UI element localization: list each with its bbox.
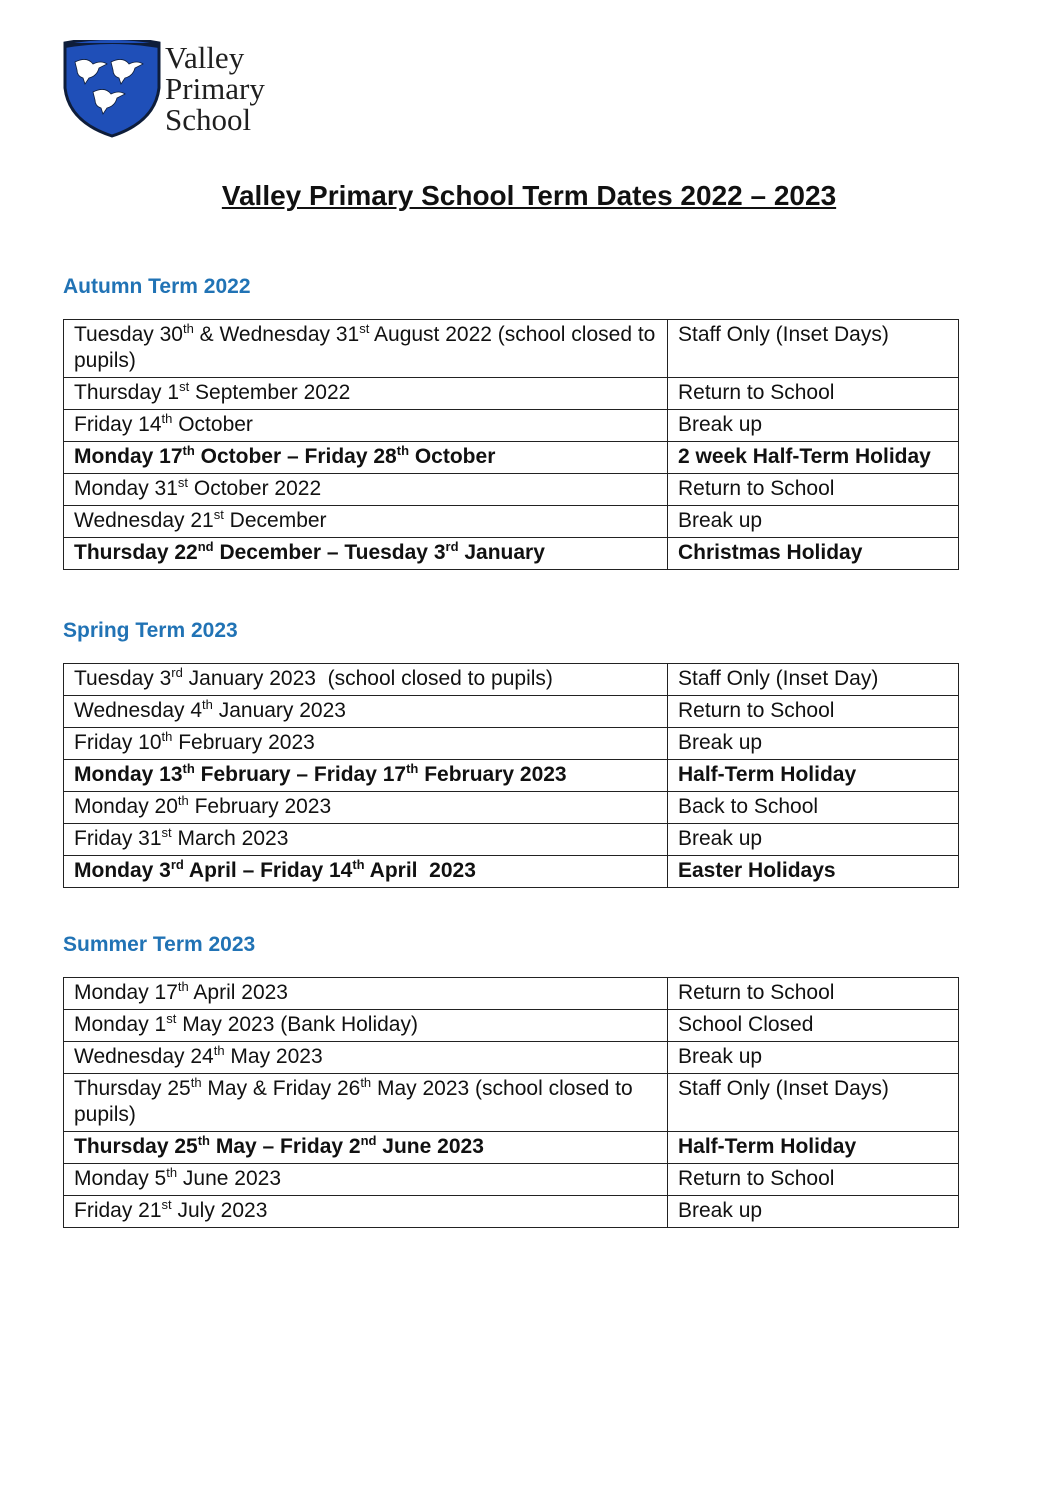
- table-row: [64, 442, 959, 474]
- event-cell: Break up: [668, 1196, 959, 1228]
- event-cell: Break up: [668, 824, 959, 856]
- table-row: [64, 474, 959, 506]
- spring-term-section: [63, 619, 959, 888]
- date-cell: Thursday 1st September 2022: [64, 378, 668, 410]
- date-cell: Wednesday 21st December: [64, 506, 668, 538]
- table-row: [64, 320, 959, 378]
- event-cell: Break up: [668, 1042, 959, 1074]
- table-row: [64, 856, 959, 888]
- table-row: [64, 664, 959, 696]
- table-row: [64, 824, 959, 856]
- date-cell: Friday 14th October: [64, 410, 668, 442]
- date-cell: Tuesday 3rd January 2023 (school closed to pupils): [64, 664, 668, 696]
- term-heading: Autumn Term 2022: [63, 275, 251, 298]
- term-heading: Summer Term 2023: [63, 933, 256, 956]
- date-cell: Friday 10th February 2023: [64, 728, 668, 760]
- date-cell: Monday 3rd April – Friday 14th April 2023: [64, 856, 668, 888]
- school-name: [165, 42, 265, 135]
- date-cell: Monday 5th June 2023: [64, 1164, 668, 1196]
- table-row: [64, 410, 959, 442]
- date-cell: Monday 20th February 2023: [64, 792, 668, 824]
- date-cell: Tuesday 30th & Wednesday 31st August 2022 (school closed to pupils): [64, 320, 668, 378]
- event-cell: Return to School: [668, 1164, 959, 1196]
- term-heading: Spring Term 2023: [63, 619, 238, 642]
- school-name-line: Primary: [165, 71, 265, 106]
- table-row: [64, 538, 959, 570]
- event-cell: Easter Holidays: [668, 856, 959, 888]
- date-cell: Friday 31st March 2023: [64, 824, 668, 856]
- page-title: Valley Primary School Term Dates 2022 – 2023: [221, 180, 837, 211]
- event-cell: Return to School: [668, 378, 959, 410]
- table-row: [64, 1196, 959, 1228]
- event-cell: Christmas Holiday: [668, 538, 959, 570]
- table-row: [64, 378, 959, 410]
- table-row: [64, 1132, 959, 1164]
- event-cell: Half-Term Holiday: [668, 1132, 959, 1164]
- date-cell: Thursday 25th May – Friday 2nd June 2023: [64, 1132, 668, 1164]
- event-cell: Staff Only (Inset Days): [668, 1074, 959, 1132]
- date-cell: Friday 21st July 2023: [64, 1196, 668, 1228]
- table-row: [64, 1074, 959, 1132]
- event-cell: Return to School: [668, 696, 959, 728]
- event-cell: Staff Only (Inset Day): [668, 664, 959, 696]
- shield-with-birds-icon: [63, 40, 161, 138]
- table-row: [64, 978, 959, 1010]
- event-cell: School Closed: [668, 1010, 959, 1042]
- date-cell: Wednesday 24th May 2023: [64, 1042, 668, 1074]
- term-dates-table: [63, 663, 959, 888]
- table-row: [64, 1010, 959, 1042]
- date-cell: Wednesday 4th January 2023: [64, 696, 668, 728]
- event-cell: 2 week Half-Term Holiday: [668, 442, 959, 474]
- date-cell: Monday 1st May 2023 (Bank Holiday): [64, 1010, 668, 1042]
- event-cell: Return to School: [668, 978, 959, 1010]
- term-dates-table: [63, 977, 959, 1228]
- event-cell: Break up: [668, 410, 959, 442]
- event-cell: Back to School: [668, 792, 959, 824]
- school-logo: [63, 40, 303, 140]
- date-cell: Thursday 22nd December – Tuesday 3rd January: [64, 538, 668, 570]
- event-cell: Return to School: [668, 474, 959, 506]
- date-cell: Monday 13th February – Friday 17th February 2023: [64, 760, 668, 792]
- table-row: [64, 696, 959, 728]
- table-row: [64, 1042, 959, 1074]
- date-cell: Monday 31st October 2022: [64, 474, 668, 506]
- table-row: [64, 760, 959, 792]
- table-row: [64, 506, 959, 538]
- event-cell: Staff Only (Inset Days): [668, 320, 959, 378]
- table-row: [64, 1164, 959, 1196]
- autumn-term-section: [63, 275, 959, 570]
- date-cell: Monday 17th October – Friday 28th October: [64, 442, 668, 474]
- summer-term-section: [63, 933, 959, 1228]
- event-cell: Break up: [668, 728, 959, 760]
- date-cell: Thursday 25th May & Friday 26th May 2023 (school closed to pupils): [64, 1074, 668, 1132]
- event-cell: Break up: [668, 506, 959, 538]
- table-row: [64, 728, 959, 760]
- term-dates-table: [63, 319, 959, 570]
- event-cell: Half-Term Holiday: [668, 760, 959, 792]
- table-row: [64, 792, 959, 824]
- school-name-line: Valley: [165, 40, 245, 75]
- date-cell: Monday 17th April 2023: [64, 978, 668, 1010]
- school-name-line: School: [165, 102, 252, 137]
